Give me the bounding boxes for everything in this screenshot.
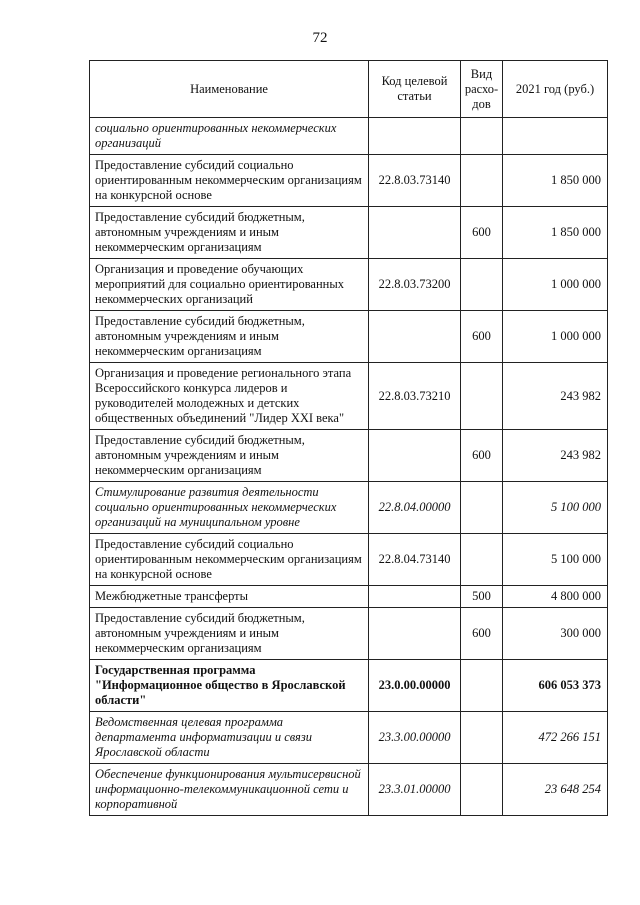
- header-type: Вид расхо-дов: [461, 61, 503, 118]
- cell-name: Стимулирование развития деятельности социально ориентированных некоммерческих организаций на муниципальном уровне: [90, 482, 369, 534]
- cell-name: Предоставление субсидий социально ориентированным некоммерческим организациям на конкурсной основе: [90, 155, 369, 207]
- cell-amount: 243 982: [503, 430, 608, 482]
- cell-type: [461, 482, 503, 534]
- table-header-row: [90, 61, 608, 118]
- cell-type: [461, 534, 503, 586]
- cell-code: [369, 118, 461, 155]
- header-amount: 2021 год (руб.): [503, 61, 608, 118]
- page-number: 72: [312, 30, 328, 46]
- cell-name: социально ориентированных некоммерческих организаций: [90, 118, 369, 155]
- table-row: [90, 155, 608, 207]
- cell-amount: 23 648 254: [503, 764, 608, 816]
- cell-code: 22.8.03.73210: [369, 363, 461, 430]
- header-code: Код целевой статьи: [369, 61, 461, 118]
- cell-name: Межбюджетные трансферты: [90, 586, 369, 608]
- cell-amount: 300 000: [503, 608, 608, 660]
- cell-code: 23.3.00.00000: [369, 712, 461, 764]
- table-row: [90, 311, 608, 363]
- cell-code: [369, 207, 461, 259]
- cell-type: [461, 764, 503, 816]
- cell-amount: 1 000 000: [503, 311, 608, 363]
- table-row: [90, 259, 608, 311]
- cell-code: 22.8.04.00000: [369, 482, 461, 534]
- cell-name: Предоставление субсидий бюджетным, автономным учреждениям и иным некоммерческим организациям: [90, 207, 369, 259]
- cell-name: Предоставление субсидий социально ориентированным некоммерческим организациям на конкурсной основе: [90, 534, 369, 586]
- cell-amount: 5 100 000: [503, 534, 608, 586]
- cell-type: 600: [461, 207, 503, 259]
- cell-code: [369, 430, 461, 482]
- cell-type: [461, 712, 503, 764]
- cell-amount: 1 850 000: [503, 207, 608, 259]
- cell-amount: 5 100 000: [503, 482, 608, 534]
- cell-type: [461, 660, 503, 712]
- cell-name: Предоставление субсидий бюджетным, автономным учреждениям и иным некоммерческим организациям: [90, 608, 369, 660]
- table-row: [90, 764, 608, 816]
- cell-code: 22.8.04.73140: [369, 534, 461, 586]
- table-row: [90, 430, 608, 482]
- cell-code: 22.8.03.73140: [369, 155, 461, 207]
- cell-code: 23.3.01.00000: [369, 764, 461, 816]
- table-row: [90, 608, 608, 660]
- budget-table: [89, 60, 608, 816]
- cell-amount: 472 266 151: [503, 712, 608, 764]
- cell-type: 600: [461, 430, 503, 482]
- cell-name: Предоставление субсидий бюджетным, автономным учреждениям и иным некоммерческим организациям: [90, 311, 369, 363]
- cell-amount: 606 053 373: [503, 660, 608, 712]
- cell-name: Предоставление субсидий бюджетным, автономным учреждениям и иным некоммерческим организациям: [90, 430, 369, 482]
- cell-amount: 243 982: [503, 363, 608, 430]
- cell-type: [461, 155, 503, 207]
- table-row: [90, 586, 608, 608]
- cell-name: Ведомственная целевая программа департамента информатизации и связи Ярославской области: [90, 712, 369, 764]
- table-row: [90, 118, 608, 155]
- cell-type: 500: [461, 586, 503, 608]
- cell-amount: 1 000 000: [503, 259, 608, 311]
- table-row: [90, 207, 608, 259]
- cell-name: Организация и проведение обучающих мероприятий для социально ориентированных некоммерческих организаций: [90, 259, 369, 311]
- cell-name: Государственная программа "Информационное общество в Ярославской области": [90, 660, 369, 712]
- cell-type: 600: [461, 608, 503, 660]
- header-name: Наименование: [90, 61, 369, 118]
- cell-amount: 4 800 000: [503, 586, 608, 608]
- cell-type: [461, 363, 503, 430]
- cell-code: [369, 311, 461, 363]
- cell-type: [461, 259, 503, 311]
- cell-code: 22.8.03.73200: [369, 259, 461, 311]
- cell-code: [369, 586, 461, 608]
- cell-type: 600: [461, 311, 503, 363]
- cell-code: [369, 608, 461, 660]
- table-row: [90, 712, 608, 764]
- table-row: [90, 363, 608, 430]
- table-row: [90, 660, 608, 712]
- cell-amount: 1 850 000: [503, 155, 608, 207]
- table-row: [90, 534, 608, 586]
- table-row: [90, 482, 608, 534]
- cell-name: Организация и проведение регионального этапа Всероссийского конкурса лидеров и руководителей молодежных и детских общественных объединений "Лидер XXI века": [90, 363, 369, 430]
- cell-code: 23.0.00.00000: [369, 660, 461, 712]
- cell-amount: [503, 118, 608, 155]
- cell-type: [461, 118, 503, 155]
- cell-name: Обеспечение функционирования мультисервисной информационно-телекоммуникационной сети и корпоративной: [90, 764, 369, 816]
